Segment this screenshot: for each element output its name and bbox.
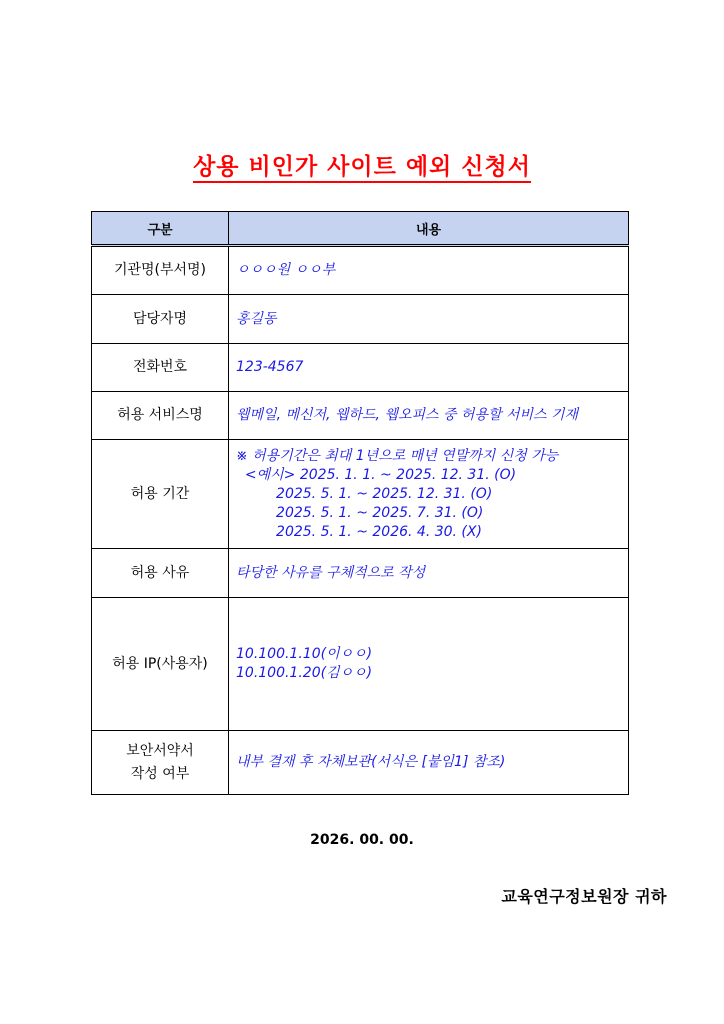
- application-form-table: [91, 211, 629, 795]
- document-title: [0, 148, 724, 181]
- label-security-pledge: [92, 731, 229, 795]
- row-manager: [92, 295, 629, 344]
- value-period: [229, 440, 629, 549]
- label-ip: 허용 IP(사용자): [92, 598, 229, 731]
- label-phone: 전화번호: [92, 344, 229, 392]
- period-example-3: 2025. 5. 1. ~ 2025. 7. 31. (O): [236, 504, 484, 521]
- period-example-1: <예시> 2025. 1. 1. ~ 2025. 12. 31. (O): [236, 466, 517, 483]
- label-service: 허용 서비스명: [92, 392, 229, 440]
- row-security-pledge: [92, 731, 629, 795]
- document-date: 2026. 00. 00.: [310, 832, 414, 848]
- label-security-pledge-line-1: 보안서약서: [126, 742, 194, 759]
- row-reason: [92, 549, 629, 598]
- addressee: 교육연구정보원장 귀하: [501, 887, 667, 906]
- table-header-row: [92, 212, 629, 246]
- period-example-4: 2025. 5. 1. ~ 2026. 4. 30. (X): [236, 523, 482, 540]
- label-manager: 담당자명: [92, 295, 229, 344]
- label-security-pledge-line-2: 작성 여부: [130, 765, 190, 782]
- label-reason: 허용 사유: [92, 549, 229, 598]
- period-note: ※ 허용기간은 최대 1년으로 매년 연말까지 신청 가능: [236, 447, 559, 464]
- document-title-text: 상용 비인가 사이트 예외 신청서: [193, 154, 531, 183]
- value-service: 웹메일, 메신저, 웹하드, 웹오피스 중 허용할 서비스 기재: [229, 392, 629, 440]
- row-organization: [92, 246, 629, 295]
- ip-entry-2: 10.100.1.20(김ㅇㅇ): [236, 665, 373, 681]
- value-ip: [229, 598, 629, 731]
- header-content: 내용: [229, 212, 629, 246]
- ip-entry-1: 10.100.1.10(이ㅇㅇ): [236, 646, 373, 662]
- label-organization: 기관명(부서명): [92, 246, 229, 295]
- value-reason: 타당한 사유를 구체적으로 작성: [229, 549, 629, 598]
- value-security-pledge: 내부 결재 후 자체보관(서식은 [붙임1] 참조): [229, 731, 629, 795]
- row-phone: [92, 344, 629, 392]
- row-ip: [92, 598, 629, 731]
- value-phone: 123-4567: [229, 344, 629, 392]
- row-service: [92, 392, 629, 440]
- header-category: 구분: [92, 212, 229, 246]
- label-period: 허용 기간: [92, 440, 229, 549]
- row-period: [92, 440, 629, 549]
- value-manager: 홍길동: [229, 295, 629, 344]
- value-organization: ㅇㅇㅇ원 ㅇㅇ부: [229, 246, 629, 295]
- period-example-2: 2025. 5. 1. ~ 2025. 12. 31. (O): [236, 485, 493, 502]
